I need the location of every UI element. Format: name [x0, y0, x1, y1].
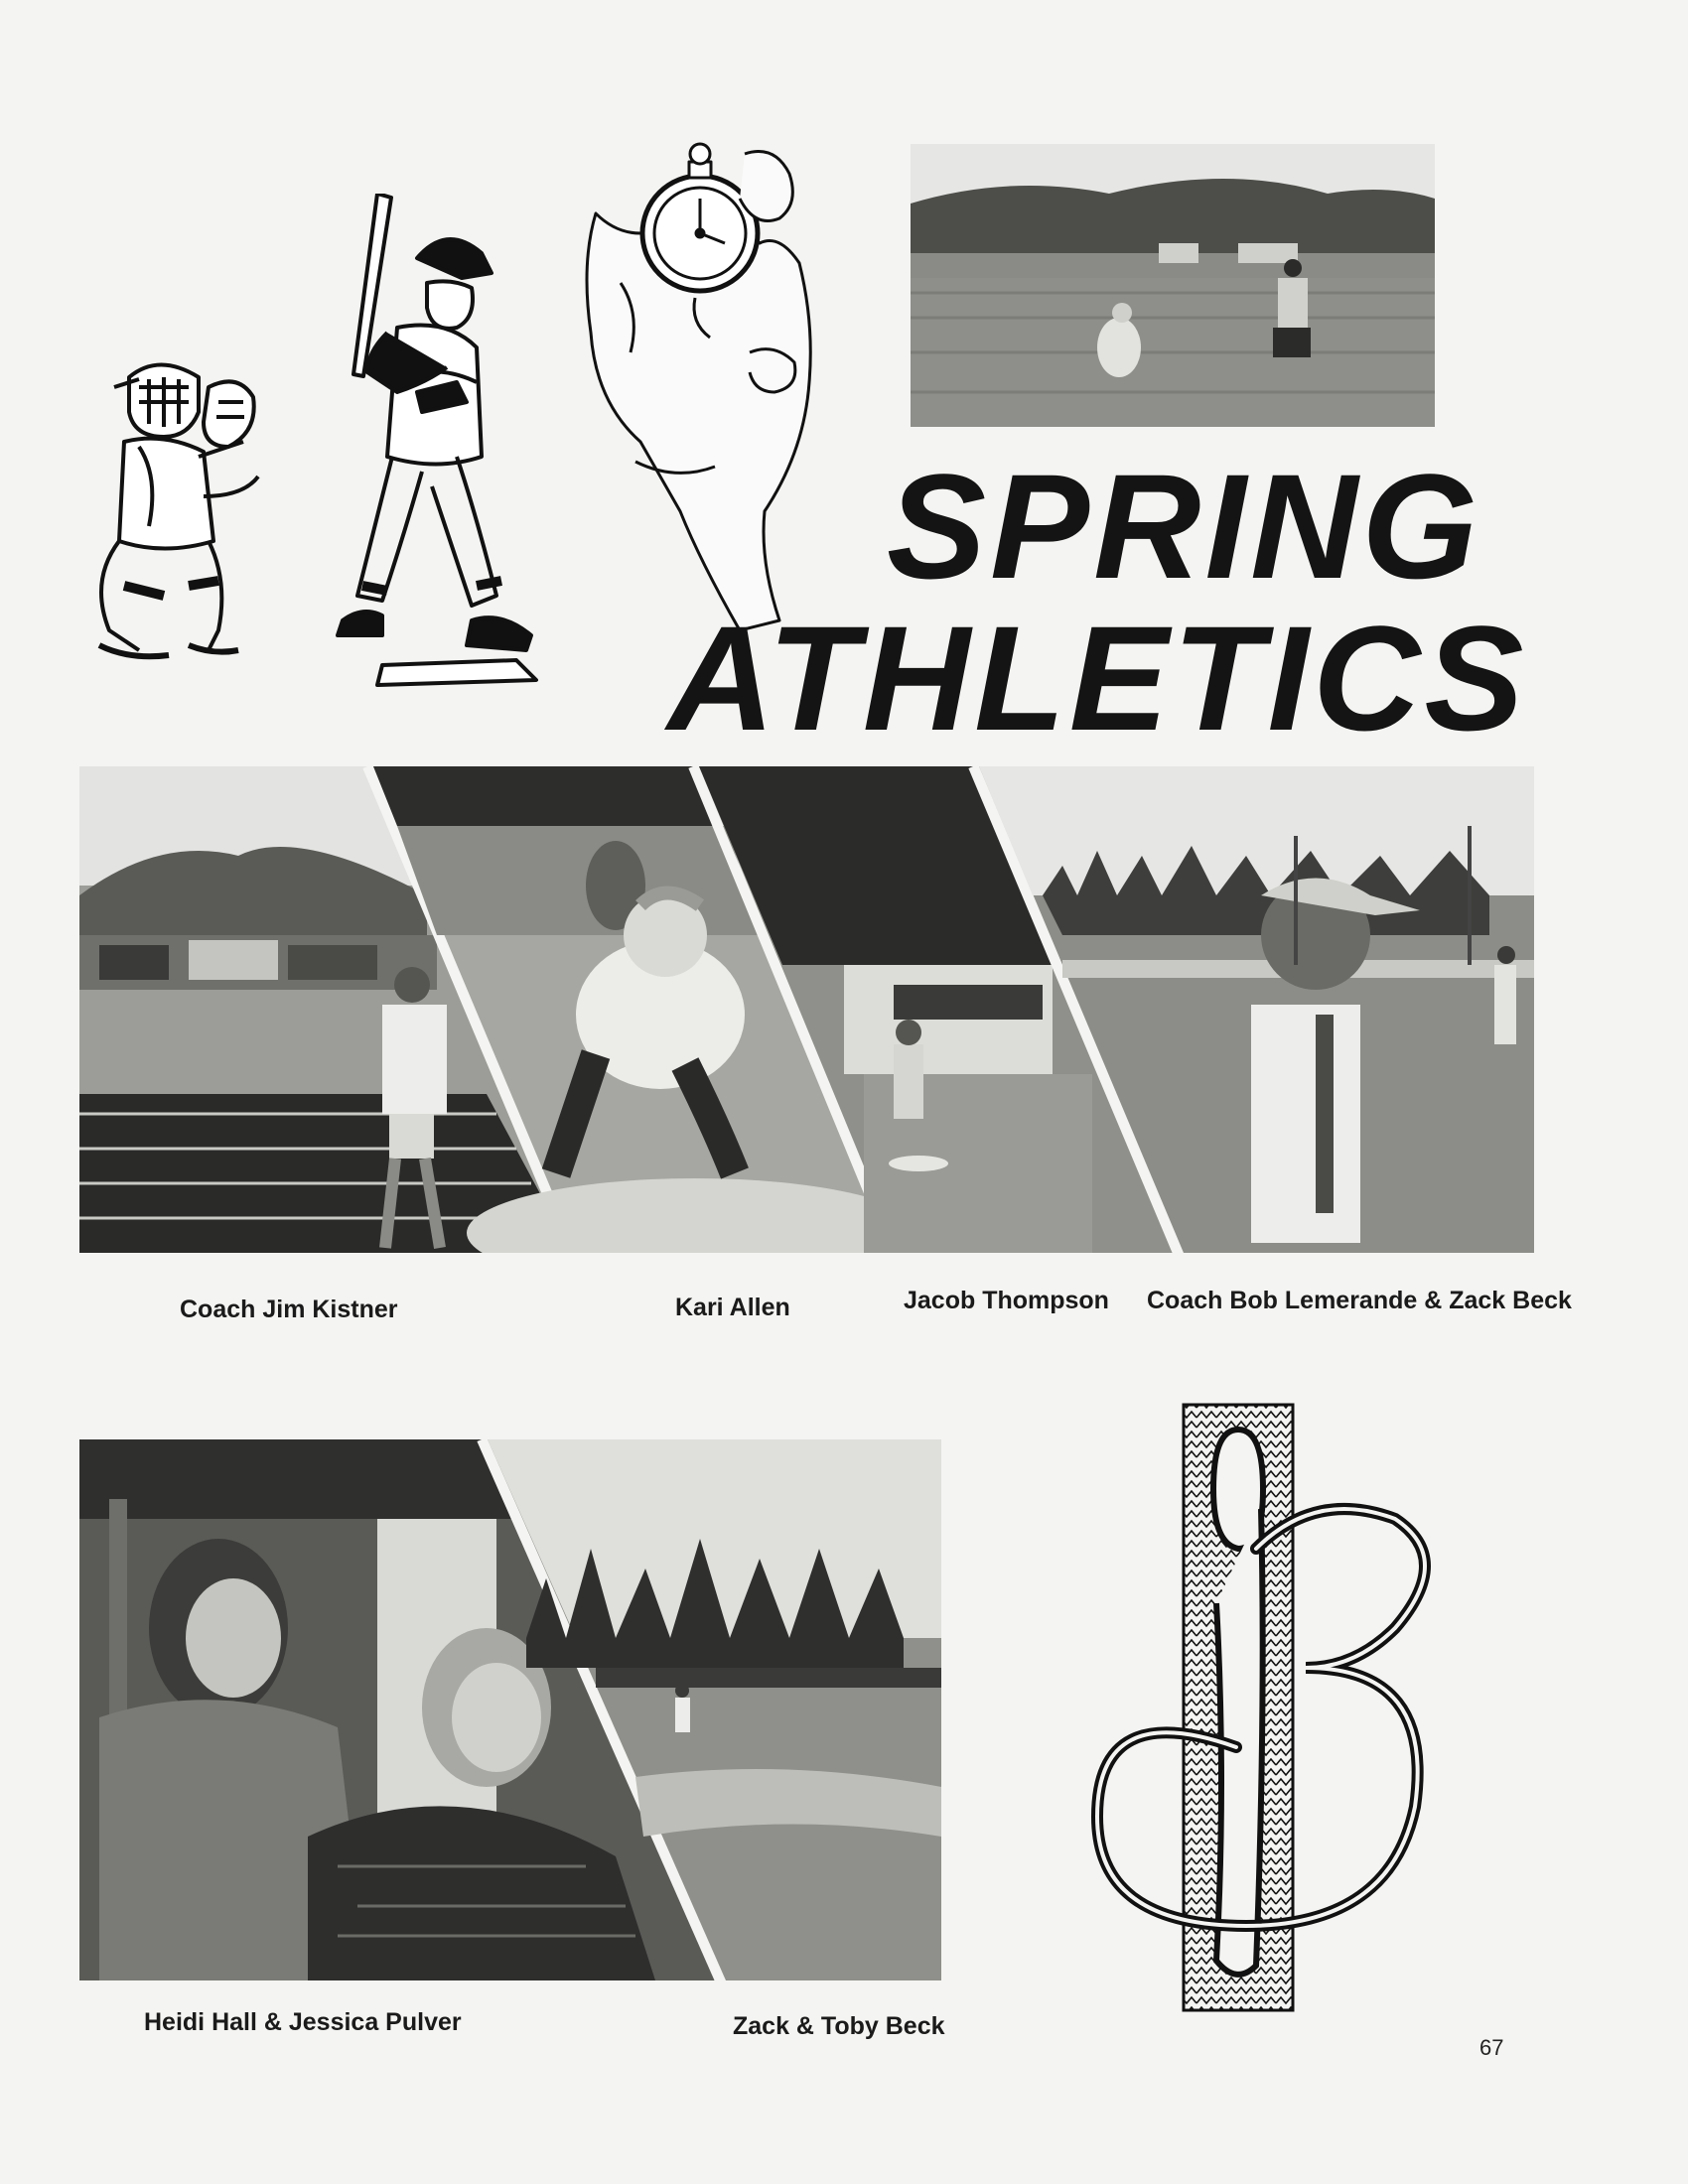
baseball-field-photo — [911, 144, 1435, 427]
93-year-monogram — [1077, 1400, 1465, 2015]
caption-heidi-hall-jessica-pulver: Heidi Hall & Jessica Pulver — [144, 2008, 462, 2036]
caption-coach-bob-lemerande-zack-beck: Coach Bob Lemerande & Zack Beck — [1147, 1287, 1572, 1314]
title-spring: SPRING — [887, 443, 1482, 610]
caption-kari-allen: Kari Allen — [675, 1294, 790, 1321]
catcher-illustration — [70, 347, 298, 695]
caption-zack-toby-beck: Zack & Toby Beck — [733, 2012, 945, 2040]
caption-jacob-thompson: Jacob Thompson — [904, 1287, 1109, 1314]
title-athletics: ATHLETICS — [667, 595, 1528, 761]
photo-strip-1 — [79, 766, 1534, 1253]
photo-strip-2 — [79, 1439, 941, 1980]
stopwatch-hand-illustration — [566, 124, 839, 630]
batter-illustration — [268, 194, 546, 690]
page-number: 67 — [1479, 2035, 1504, 2060]
caption-coach-jim-kistner: Coach Jim Kistner — [180, 1296, 398, 1323]
